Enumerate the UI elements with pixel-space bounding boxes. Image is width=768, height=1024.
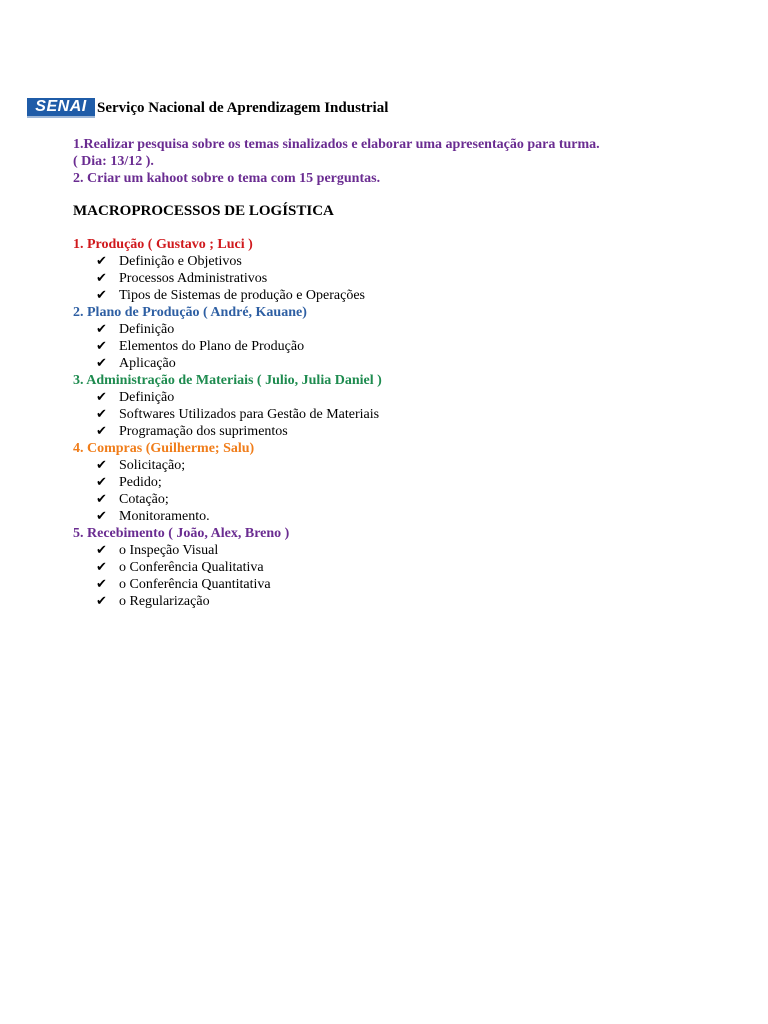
checkmark-icon: ✔ bbox=[96, 543, 107, 558]
list-item bbox=[73, 355, 713, 372]
section-title: 4. Compras (Guilherme; Salu) bbox=[73, 441, 255, 456]
section-title: 2. Plano de Produção ( André, Kauane) bbox=[73, 305, 307, 320]
checkmark-icon: ✔ bbox=[96, 390, 107, 405]
checkmark-icon: ✔ bbox=[96, 458, 107, 473]
list-item bbox=[73, 321, 713, 338]
checkmark-icon: ✔ bbox=[96, 509, 107, 524]
list-item bbox=[73, 457, 713, 474]
topic-sections bbox=[73, 236, 713, 610]
section-title: 5. Recebimento ( João, Alex, Breno ) bbox=[73, 526, 290, 541]
list-item-label: Monitoramento. bbox=[119, 509, 210, 524]
list-item bbox=[73, 491, 713, 508]
checkmark-icon: ✔ bbox=[96, 492, 107, 507]
list-item-label: Softwares Utilizados para Gestão de Materiais bbox=[119, 407, 380, 422]
list-item bbox=[73, 576, 713, 593]
checkmark-icon: ✔ bbox=[96, 356, 107, 371]
list-item-label: Definição bbox=[119, 390, 175, 405]
list-item bbox=[73, 270, 713, 287]
list-item-label: o Inspeção Visual bbox=[119, 543, 219, 558]
organization-name: Serviço Nacional de Aprendizagem Industrial bbox=[97, 100, 389, 116]
checkmark-icon: ✔ bbox=[96, 254, 107, 269]
document-body bbox=[73, 136, 713, 610]
list-item bbox=[73, 338, 713, 355]
list-item bbox=[73, 389, 713, 406]
instruction-line-1: 1.Realizar pesquisa sobre os temas sinalizados e elaborar uma apresentação para turma. bbox=[73, 137, 600, 152]
checkmark-icon: ✔ bbox=[96, 322, 107, 337]
checkmark-icon: ✔ bbox=[96, 594, 107, 609]
list-item bbox=[73, 287, 713, 304]
list-item bbox=[73, 508, 713, 525]
list-item-label: Aplicação bbox=[119, 356, 176, 371]
checkmark-icon: ✔ bbox=[96, 407, 107, 422]
list-item bbox=[73, 406, 713, 423]
section-title: 1. Produção ( Gustavo ; Luci ) bbox=[73, 237, 253, 252]
list-item bbox=[73, 253, 713, 270]
list-item-label: Elementos do Plano de Produção bbox=[119, 339, 305, 354]
checkmark-icon: ✔ bbox=[96, 424, 107, 439]
main-heading: MACROPROCESSOS DE LOGÍSTICA bbox=[73, 203, 334, 219]
list-item-label: Cotação; bbox=[119, 492, 169, 507]
list-item bbox=[73, 559, 713, 576]
checkmark-icon: ✔ bbox=[96, 271, 107, 286]
list-item bbox=[73, 423, 713, 440]
checkmark-icon: ✔ bbox=[96, 288, 107, 303]
list-item-label: o Conferência Quantitativa bbox=[119, 577, 271, 592]
checkmark-icon: ✔ bbox=[96, 339, 107, 354]
checkmark-icon: ✔ bbox=[96, 577, 107, 592]
list-item-label: Definição e Objetivos bbox=[119, 254, 242, 269]
instruction-line-3: 2. Criar um kahoot sobre o tema com 15 perguntas. bbox=[73, 171, 381, 186]
list-item bbox=[73, 474, 713, 491]
senai-logo: SENAI bbox=[27, 98, 95, 118]
checkmark-icon: ✔ bbox=[96, 560, 107, 575]
list-item bbox=[73, 542, 713, 559]
list-item-label: o Regularização bbox=[119, 594, 210, 609]
list-item-label: Pedido; bbox=[119, 475, 162, 490]
document-header bbox=[27, 98, 388, 118]
list-item-label: Processos Administrativos bbox=[119, 271, 268, 286]
section-title: 3. Administração de Materiais ( Julio, Julia Daniel ) bbox=[73, 373, 382, 388]
list-item-label: Programação dos suprimentos bbox=[119, 424, 288, 439]
instruction-line-2: ( Dia: 13/12 ). bbox=[73, 154, 154, 169]
list-item-label: o Conferência Qualitativa bbox=[119, 560, 264, 575]
checkmark-icon: ✔ bbox=[96, 475, 107, 490]
list-item-label: Tipos de Sistemas de produção e Operações bbox=[119, 288, 365, 303]
list-item bbox=[73, 593, 713, 610]
list-item-label: Definição bbox=[119, 322, 175, 337]
list-item-label: Solicitação; bbox=[119, 458, 186, 473]
